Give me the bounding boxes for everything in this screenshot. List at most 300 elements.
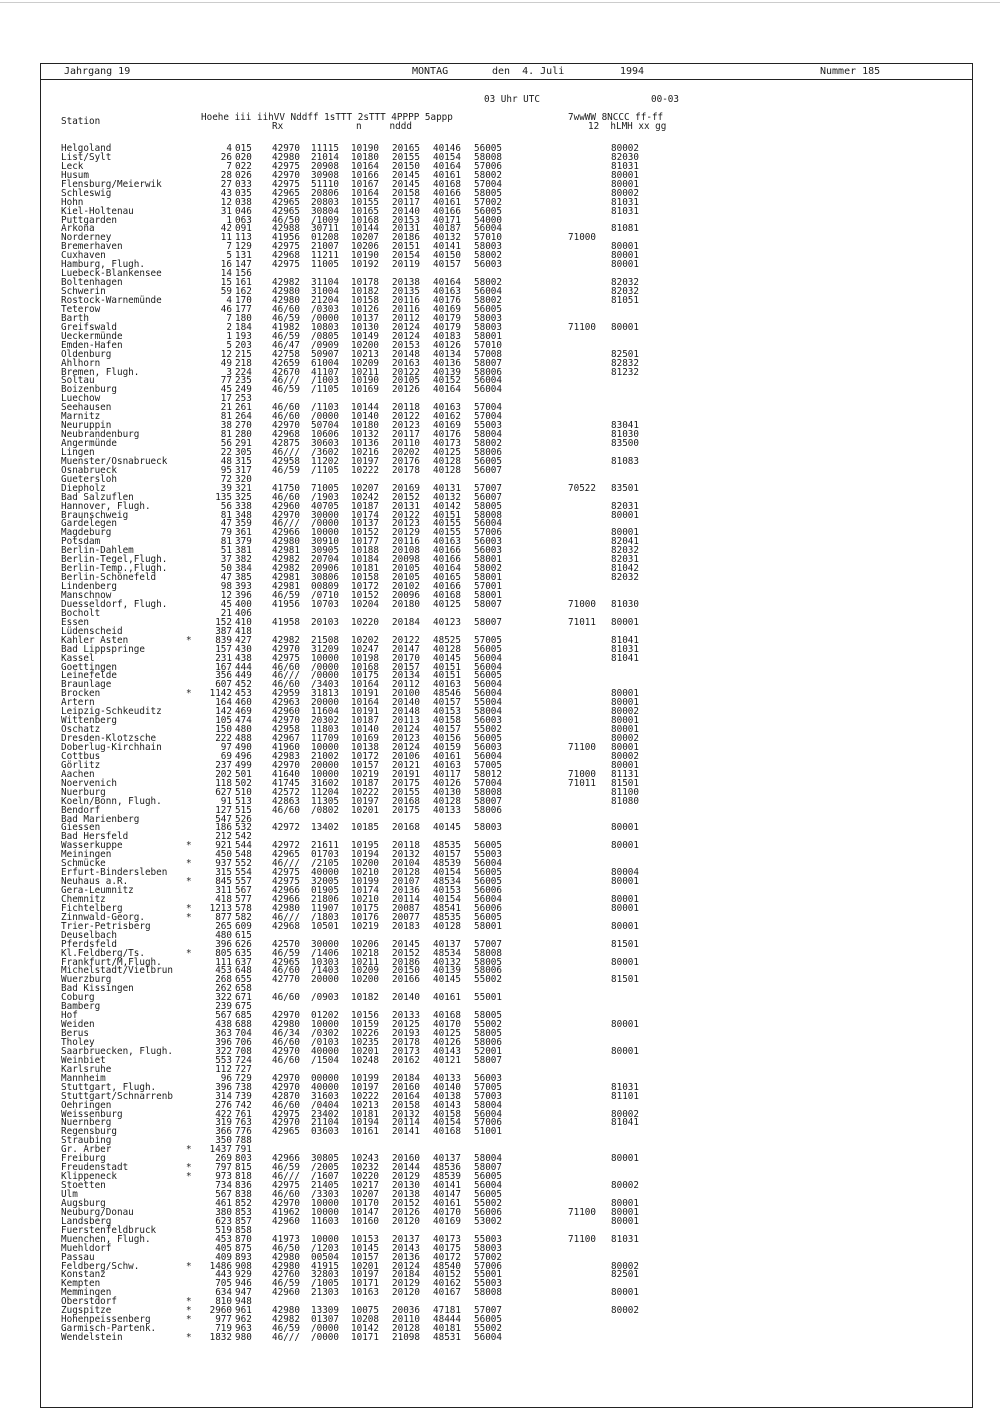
synop-group: 20125	[392, 1019, 420, 1031]
cloud-group: 81031	[611, 1081, 639, 1093]
synop-group: /2105	[311, 858, 339, 870]
synop-group: 20140	[392, 992, 420, 1004]
synop-group: 10207	[351, 232, 379, 244]
synop-group: 10201	[351, 1260, 379, 1272]
synop-group: 48539	[433, 858, 461, 870]
synop-group: 30910	[311, 536, 339, 548]
synop-group: 58001	[474, 590, 502, 601]
synop-group: 40141	[433, 1180, 461, 1192]
synop-group: 40133	[433, 1072, 461, 1084]
synop-group: 20150	[392, 965, 420, 977]
station-height: 1142	[209, 688, 232, 700]
station-height: 7	[226, 241, 232, 253]
synop-group: 56004	[474, 1180, 502, 1192]
cloud-group: 81041	[611, 1117, 639, 1129]
station-name: Luechow	[61, 393, 101, 405]
synop-group: 51110	[311, 178, 339, 190]
synop-group: 10172	[351, 581, 379, 593]
year-label: 1994	[620, 66, 645, 77]
station-name: Memmingen	[61, 1287, 112, 1299]
synop-group: 56003	[474, 259, 502, 271]
station-name: Freudenstadt	[61, 1162, 129, 1174]
synop-group: 10192	[351, 259, 379, 271]
cloud-group: 82032	[611, 286, 639, 298]
synop-group: 21806	[311, 893, 339, 905]
cloud-group: 82032	[611, 545, 639, 557]
station-name: Frankfurt/M,Flugh.	[61, 956, 162, 968]
synop-group: 46/60	[272, 402, 300, 414]
synop-group: 40136	[433, 357, 461, 369]
station-name: Wasserkuppe	[61, 840, 123, 852]
synop-group: 10163	[351, 1287, 379, 1299]
synop-group: 21002	[311, 750, 339, 762]
station-name: Norderney	[61, 232, 112, 244]
synop-group: /0000	[311, 661, 339, 673]
synop-group: 10142	[351, 1323, 379, 1335]
station-name: Ulm	[61, 1188, 78, 1200]
synop-group: 58002	[474, 169, 502, 181]
synop-group: 55004	[474, 697, 502, 709]
station-index: 381	[235, 545, 252, 557]
synop-group: 42760	[272, 1269, 300, 1281]
station-name: Potsdam	[61, 536, 101, 548]
synop-group: 20155	[392, 151, 420, 163]
synop-group: 41750	[272, 482, 300, 494]
synop-group: 40166	[433, 581, 461, 593]
synop-group: 42958	[272, 455, 300, 467]
synop-group: 20102	[392, 581, 420, 593]
station-index: 469	[235, 706, 252, 718]
synop-group: 40117	[433, 768, 461, 780]
station-height: 97	[220, 741, 232, 753]
synop-group: 40151	[433, 670, 461, 682]
synop-group: 42982	[272, 1314, 300, 1326]
synop-group: /1105	[311, 464, 339, 476]
synop-group: 42975	[272, 178, 300, 190]
synop-group: 10000	[311, 1206, 339, 1218]
station-index: 430	[235, 643, 252, 655]
synop-group: 57001	[474, 581, 502, 593]
station-index: 490	[235, 741, 252, 753]
station-height: 16	[220, 259, 232, 271]
station-name: Muenchen, Flugh.	[61, 1233, 151, 1245]
station-name: Coburg	[61, 992, 95, 1004]
station-index: 724	[235, 1054, 252, 1066]
synop-group: 42960	[272, 706, 300, 718]
synop-group: 20113	[392, 715, 420, 727]
synop-group: 57004	[474, 777, 502, 789]
station-name: Feldberg/Schw.	[61, 1260, 140, 1272]
synop-group: 42960	[272, 1287, 300, 1299]
station-height: 7	[226, 312, 232, 324]
synop-group: 10184	[351, 554, 379, 566]
synop-group: 55003	[474, 849, 502, 861]
synop-group: 20150	[392, 160, 420, 172]
station-height: 237	[215, 759, 232, 771]
station-height: 519	[215, 1224, 232, 1236]
synop-group: 20180	[392, 598, 420, 610]
station-name: Oehringen	[61, 1099, 112, 1111]
station-height: 322	[215, 992, 232, 1004]
station-index: 532	[235, 822, 252, 834]
synop-group: 20036	[392, 1305, 420, 1317]
table-row	[0, 600, 1000, 609]
synop-group: 40161	[433, 196, 461, 208]
station-index: 499	[235, 759, 252, 771]
station-height: 39	[220, 482, 232, 494]
station-name: List/Sylt	[61, 151, 112, 163]
synop-group: 20116	[392, 294, 420, 306]
station-height: 322	[215, 1045, 232, 1057]
station-name: Schleswig	[61, 187, 112, 199]
synop-group: 58006	[474, 1037, 502, 1048]
cloud-group: 80001	[611, 759, 639, 771]
cloud-group: 81080	[611, 795, 639, 807]
synop-group: 58003	[474, 822, 502, 834]
synop-group: 58005	[474, 1010, 502, 1022]
synop-group: 42980	[272, 1251, 300, 1263]
synop-group: 11907	[311, 902, 339, 914]
station-index: 129	[235, 241, 252, 253]
synop-group: 48546	[433, 688, 461, 700]
weather-group: 70522	[568, 482, 596, 494]
mountain-station-marker: *	[186, 876, 192, 888]
synop-group: 56003	[474, 536, 502, 548]
synop-group: 56005	[474, 643, 502, 655]
station-height: 418	[215, 893, 232, 905]
column-header-groups-sub: Rx n nddd	[272, 121, 412, 132]
station-height: 239	[215, 1001, 232, 1013]
synop-group: 57007	[474, 1305, 502, 1317]
weather-group: 71100	[568, 321, 596, 333]
synop-group: 56005	[474, 1314, 502, 1326]
synop-group: 03603	[311, 1126, 339, 1138]
synop-group: 00504	[311, 1251, 339, 1263]
cloud-group: 80001	[611, 259, 639, 271]
synop-group: 10200	[351, 339, 379, 351]
cloud-group: 80001	[611, 250, 639, 262]
station-height: 265	[215, 920, 232, 932]
cloud-group: 82031	[611, 554, 639, 566]
synop-group: 58012	[474, 768, 502, 780]
synop-group: 58001	[474, 554, 502, 566]
synop-group: 42970	[272, 143, 300, 154]
synop-group: 11202	[311, 455, 339, 467]
station-name: Weissenburg	[61, 1108, 123, 1120]
station-height: 877	[215, 911, 232, 923]
synop-group: 10190	[351, 250, 379, 262]
station-index: 836	[235, 1180, 252, 1192]
cloud-group: 81100	[611, 786, 639, 798]
station-height: 81	[220, 429, 232, 441]
synop-group: 10210	[351, 893, 379, 905]
station-height: 91	[220, 795, 232, 807]
station-index: 444	[235, 661, 252, 673]
station-height: 634	[215, 1287, 232, 1299]
station-height: 112	[215, 1063, 232, 1075]
synop-group: 56005	[474, 1188, 502, 1200]
cloud-group: 80001	[611, 1153, 639, 1165]
station-height: 797	[215, 1162, 232, 1174]
cloud-group: 80001	[611, 1197, 639, 1209]
station-height: 4	[226, 294, 232, 306]
synop-group: 56007	[474, 491, 502, 503]
synop-group: 58007	[474, 357, 502, 369]
synop-group: /3602	[311, 446, 339, 458]
synop-group: 40183	[433, 330, 461, 342]
synop-group: 10211	[351, 956, 379, 968]
synop-group: 10206	[351, 241, 379, 253]
station-index: 857	[235, 1215, 252, 1227]
synop-group: /0909	[311, 339, 339, 351]
station-height: 396	[215, 1081, 232, 1093]
synop-group: 20151	[392, 241, 420, 253]
synop-group: 57006	[474, 1260, 502, 1272]
station-name: Teterow	[61, 303, 101, 315]
synop-group: 56005	[474, 867, 502, 879]
station-name: Seehausen	[61, 402, 112, 414]
station-name: Kl.Feldberg/Ts.	[61, 947, 145, 959]
synop-group: 10209	[351, 357, 379, 369]
station-name: Karlsruhe	[61, 1063, 112, 1075]
synop-group: 40151	[433, 509, 461, 521]
synop-group: 10232	[351, 1162, 379, 1174]
synop-group: 20117	[392, 196, 420, 208]
synop-group: 21204	[311, 294, 339, 306]
synop-group: 56004	[474, 679, 502, 691]
station-height: 46	[220, 303, 232, 315]
synop-group: 10167	[351, 178, 379, 190]
synop-group: 42980	[272, 1260, 300, 1272]
synop-group: 40125	[433, 446, 461, 458]
synop-group: 20186	[392, 956, 420, 968]
synop-group: 42975	[272, 1180, 300, 1192]
station-name: Cuxhaven	[61, 250, 106, 262]
station-name: Ahlhorn	[61, 357, 101, 369]
synop-group: 46/60	[272, 303, 300, 315]
synop-group: 40179	[433, 321, 461, 333]
mountain-station-marker: *	[186, 1305, 192, 1317]
synop-group: 42983	[272, 750, 300, 762]
synop-group: 58007	[474, 616, 502, 628]
station-height: 839	[215, 634, 232, 646]
synop-group: 40128	[433, 643, 461, 655]
station-index: 361	[235, 527, 252, 539]
station-index: 321	[235, 482, 252, 494]
synop-group: 42967	[272, 733, 300, 745]
synop-group: 53002	[474, 1215, 502, 1227]
station-height: 202	[215, 768, 232, 780]
station-name: Mannheim	[61, 1072, 106, 1084]
station-name: Flensburg/Meierwik	[61, 178, 162, 190]
station-index: 410	[235, 616, 252, 628]
synop-group: 40126	[433, 339, 461, 351]
station-name: Bremen, Flugh.	[61, 366, 140, 378]
cloud-group: 80002	[611, 1180, 639, 1192]
synop-group: 20000	[311, 697, 339, 709]
synop-group: 10803	[311, 321, 339, 333]
synop-group: 57004	[474, 178, 502, 190]
synop-group: 46/59	[272, 312, 300, 324]
station-index: 038	[235, 196, 252, 208]
station-index: 180	[235, 312, 252, 324]
synop-group: 42970	[272, 509, 300, 521]
synop-group: 56004	[474, 858, 502, 870]
synop-group: 20105	[392, 572, 420, 584]
synop-group: /1903	[311, 491, 339, 503]
station-index: 513	[235, 795, 252, 807]
synop-group: 57007	[474, 938, 502, 950]
synop-group: 56005	[474, 205, 502, 217]
synop-group: 41958	[272, 616, 300, 628]
station-height: 186	[215, 822, 232, 834]
synop-group: 40153	[433, 885, 461, 897]
synop-group: /3403	[311, 679, 339, 691]
synop-group: /0805	[311, 330, 339, 342]
synop-group: 20107	[392, 876, 420, 888]
cloud-group: 83501	[611, 482, 639, 494]
synop-group: 40128	[433, 455, 461, 467]
synop-group: 40172	[433, 1251, 461, 1263]
mountain-station-marker: *	[186, 858, 192, 870]
station-index: 526	[235, 813, 252, 825]
synop-group: 58004	[474, 1099, 502, 1111]
synop-group: 56004	[474, 652, 502, 664]
station-name: Osnabrueck	[61, 464, 117, 476]
mountain-station-marker: *	[186, 1171, 192, 1183]
station-name: Oschatz	[61, 724, 101, 736]
station-index: 379	[235, 536, 252, 548]
synop-group: 40143	[433, 1045, 461, 1057]
station-index: 776	[235, 1126, 252, 1138]
synop-group: 40163	[433, 679, 461, 691]
synop-group: 42970	[272, 1010, 300, 1022]
synop-group: 10217	[351, 1180, 379, 1192]
synop-group: 46/60	[272, 411, 300, 423]
synop-group: 42966	[272, 527, 300, 539]
synop-group: 40163	[433, 759, 461, 771]
station-index: 542	[235, 831, 252, 843]
synop-group: 46/60	[272, 965, 300, 977]
synop-group: 57008	[474, 348, 502, 360]
synop-group: 57004	[474, 402, 502, 414]
synop-group: 10220	[351, 616, 379, 628]
synop-group: 57002	[474, 1251, 502, 1263]
synop-group: 20132	[392, 849, 420, 861]
synop-group: 10137	[351, 312, 379, 324]
table-row	[0, 993, 1000, 1002]
synop-group: 41962	[272, 1206, 300, 1218]
synop-group: 55002	[474, 1197, 502, 1209]
station-height: 366	[215, 1126, 232, 1138]
synop-group: 40170	[433, 1019, 461, 1031]
station-index: 015	[235, 143, 252, 154]
synop-group: 58005	[474, 1028, 502, 1040]
synop-group: 40179	[433, 312, 461, 324]
station-height: 157	[215, 643, 232, 655]
cloud-group: 80001	[611, 920, 639, 932]
synop-group: 01208	[311, 232, 339, 244]
cloud-group: 80001	[611, 724, 639, 736]
synop-group: 10144	[351, 223, 379, 235]
synop-group: 10000	[311, 741, 339, 753]
synop-group: 58006	[474, 366, 502, 378]
synop-group: 58007	[474, 795, 502, 807]
station-index: 249	[235, 384, 252, 396]
synop-group: 20164	[392, 1090, 420, 1102]
synop-group: 10169	[351, 384, 379, 396]
station-height: 42	[220, 223, 232, 235]
synop-group: 20191	[392, 768, 420, 780]
synop-group: 10000	[311, 652, 339, 664]
station-name: Angermünde	[61, 438, 117, 450]
synop-group: 32803	[311, 1269, 339, 1281]
cloud-group: 81031	[611, 160, 639, 172]
synop-group: 20129	[392, 1278, 420, 1290]
station-height: 152	[215, 616, 232, 628]
synop-group: 10159	[351, 1019, 379, 1031]
synop-group: 46///	[272, 1171, 300, 1183]
synop-group: 20105	[392, 375, 420, 387]
cloud-group: 80001	[611, 876, 639, 888]
station-name: Berlin-Temp.,Flugh.	[61, 563, 168, 575]
station-index: 963	[235, 1323, 252, 1335]
station-index: 739	[235, 1090, 252, 1102]
synop-group: 31602	[311, 777, 339, 789]
synop-group: /0404	[311, 1099, 339, 1111]
station-height: 845	[215, 876, 232, 888]
weather-group: 71000	[568, 232, 596, 244]
synop-group: /0903	[311, 992, 339, 1004]
synop-group: 46/60	[272, 1099, 300, 1111]
station-name: Görlitz	[61, 759, 101, 771]
synop-group: 42980	[272, 1019, 300, 1031]
synop-group: 56004	[474, 518, 502, 530]
synop-group: 40169	[433, 420, 461, 432]
synop-group: 20186	[392, 232, 420, 244]
cloud-group: 81031	[611, 196, 639, 208]
synop-group: 46/60	[272, 661, 300, 673]
synop-group: 20000	[311, 759, 339, 771]
synop-group: 40000	[311, 1045, 339, 1057]
station-name: Noervenich	[61, 777, 117, 789]
synop-group: 10201	[351, 804, 379, 816]
synop-group: 40155	[433, 518, 461, 530]
station-height: 734	[215, 1180, 232, 1192]
synop-group: 56003	[474, 1072, 502, 1084]
synop-group: 11305	[311, 795, 339, 807]
station-index: 418	[235, 625, 252, 637]
column-header-weather-sub: 12 hLMH xx gg	[588, 121, 667, 132]
station-name: Fuerstenfeldbruck	[61, 1224, 157, 1236]
synop-group: 42975	[272, 241, 300, 253]
synop-group: 10168	[351, 661, 379, 673]
station-name: Hohenpeissenberg	[61, 1314, 151, 1326]
synop-group: /1403	[311, 965, 339, 977]
synop-group: 58001	[474, 330, 502, 342]
synop-group: 42980	[272, 151, 300, 163]
synop-group: 48534	[433, 876, 461, 888]
cloud-group: 80002	[611, 1260, 639, 1272]
synop-group: 10197	[351, 1081, 379, 1093]
station-index: 852	[235, 1197, 252, 1209]
station-height: 222	[215, 733, 232, 745]
synop-group: 40155	[433, 527, 461, 539]
synop-group: 10000	[311, 768, 339, 780]
synop-group: 10303	[311, 956, 339, 968]
station-height: 269	[215, 1153, 232, 1165]
station-index: 156	[235, 268, 252, 280]
